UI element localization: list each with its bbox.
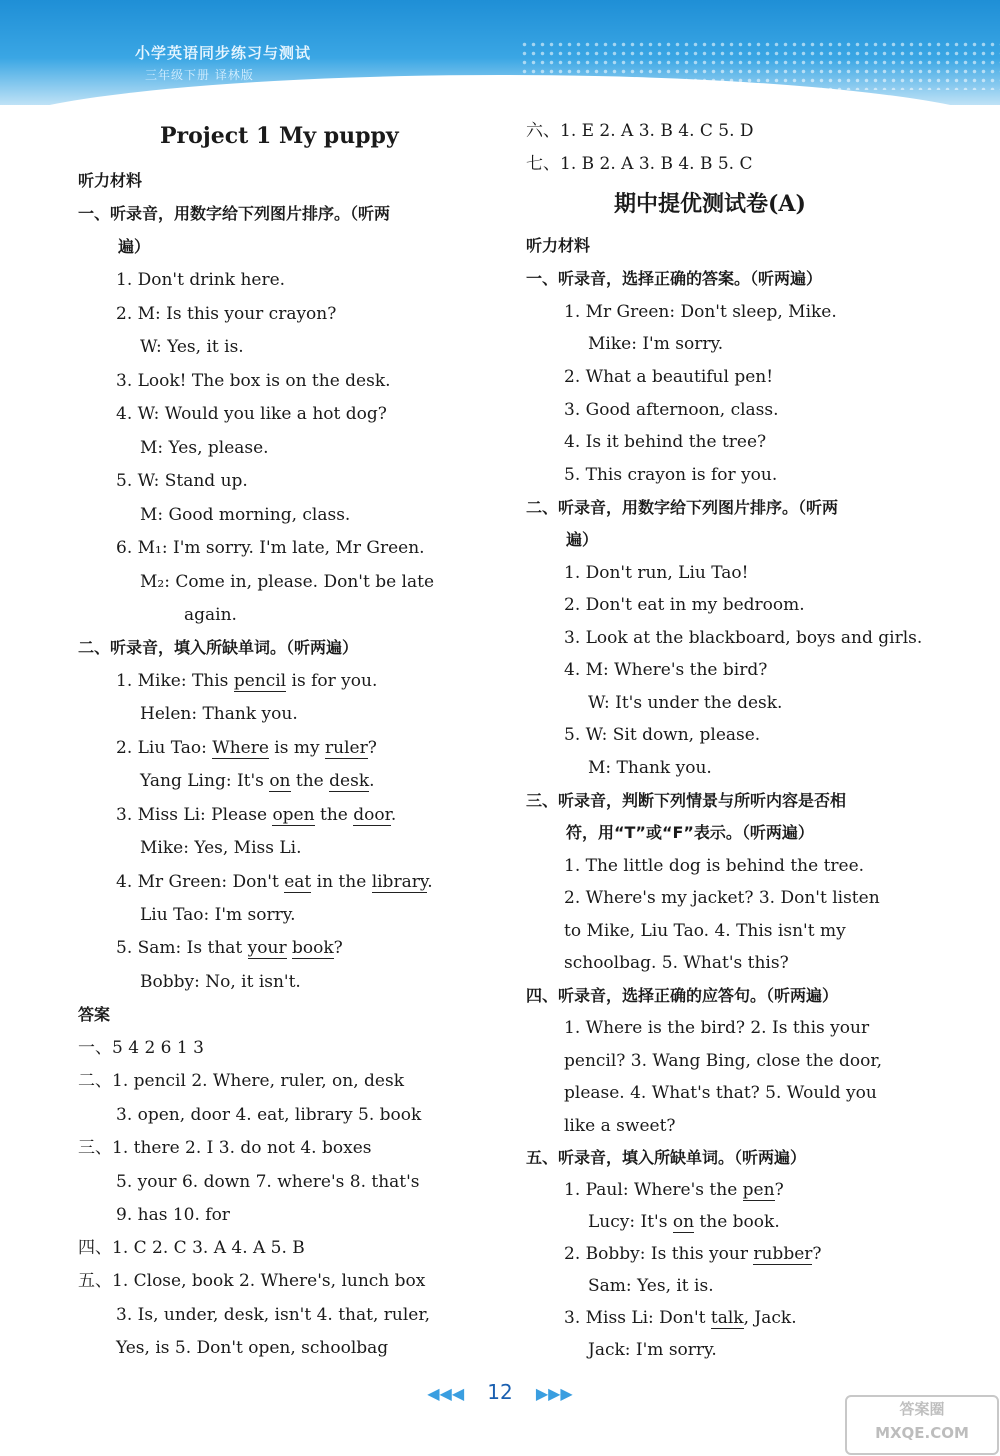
section-heading: 五、听录音，填入所缺单词。（听两遍）: [526, 1148, 807, 1167]
project-title: Project 1 My puppy: [160, 123, 399, 149]
fill-line: 4. Mr Green: Don't eat in the library.: [116, 872, 433, 892]
answer-line: 六、1. E 2. A 3. B 4. C 5. D: [526, 121, 754, 141]
fill-line: Jack: I'm sorry.: [588, 1340, 717, 1360]
answer-line: 5. your 6. down 7. where's 8. that's: [116, 1172, 420, 1192]
answer-line: 五、1. Close, book 2. Where's, lunch box: [78, 1271, 426, 1291]
script-line: M: Yes, please.: [140, 438, 269, 458]
section-heading: 二、听录音，用数字给下列图片排序。（听两: [526, 498, 839, 517]
script-line: 2. Where's my jacket? 3. Don't listen: [564, 888, 880, 908]
answer-line: 七、1. B 2. A 3. B 4. B 5. C: [526, 154, 753, 174]
fill-line: 1. Mike: This pencil is for you.: [116, 671, 378, 691]
watermark-logo: 答案圈 MXQE.COM: [845, 1395, 999, 1455]
answer-line: 四、1. C 2. C 3. A 4. A 5. B: [78, 1238, 305, 1258]
script-line: W: Yes, it is.: [140, 337, 244, 357]
fill-line: Sam: Yes, it is.: [588, 1276, 714, 1296]
section-heading: 二、听录音，填入所缺单词。（听两遍）: [78, 638, 359, 657]
script-line: 1. The little dog is behind the tree.: [564, 856, 865, 876]
script-line: 6. M₁: I'm sorry. I'm late, Mr Green.: [116, 538, 425, 558]
script-line: 2. Don't eat in my bedroom.: [564, 595, 805, 615]
script-line: like a sweet?: [564, 1116, 676, 1136]
section-heading: 三、听录音，判断下列情景与所听内容是否相: [526, 791, 847, 810]
script-line: 1. Mr Green: Don't sleep, Mike.: [564, 302, 837, 322]
answer-line: 3. Is, under, desk, isn't 4. that, ruler,: [116, 1305, 430, 1325]
answer-line: 3. open, door 4. eat, library 5. book: [116, 1105, 422, 1125]
script-line: 2. M: Is this your crayon?: [116, 304, 337, 324]
fill-line: 5. Sam: Is that your book?: [116, 938, 343, 958]
section-heading-cont: 遍）: [118, 237, 151, 256]
script-line: M: Thank you.: [588, 758, 712, 778]
script-line: 2. What a beautiful pen!: [564, 367, 774, 387]
script-line: again.: [184, 605, 237, 625]
fill-line: Bobby: No, it isn't.: [140, 972, 301, 992]
script-line: 3. Look at the blackboard, boys and girls.: [564, 628, 923, 648]
next-arrows-icon[interactable]: ▶▶▶: [535, 1384, 573, 1403]
listening-heading: 听力材料: [526, 236, 591, 255]
script-line: 3. Look! The box is on the desk.: [116, 371, 391, 391]
answer-line: Yes, is 5. Don't open, schoolbag: [116, 1338, 389, 1358]
section-heading-cont: 符，用“T”或“F”表示。（听两遍）: [566, 823, 814, 842]
fill-line: Helen: Thank you.: [140, 704, 298, 724]
script-line: 5. W: Sit down, please.: [564, 725, 761, 745]
script-line: 4. Is it behind the tree?: [564, 432, 767, 452]
fill-line: 2. Bobby: Is this your rubber?: [564, 1244, 822, 1264]
script-line: schoolbag. 5. What's this?: [564, 953, 789, 973]
fill-line: 1. Paul: Where's the pen?: [564, 1180, 784, 1200]
script-line: 1. Don't drink here.: [116, 270, 286, 290]
script-line: pencil? 3. Wang Bing, close the door,: [564, 1051, 883, 1071]
answer-line: 二、1. pencil 2. Where, ruler, on, desk: [78, 1071, 405, 1091]
section-heading: 一、听录音，用数字给下列图片排序。（听两: [78, 204, 391, 223]
script-line: M₂: Come in, please. Don't be late: [140, 572, 435, 592]
fill-line: Yang Ling: It's on the desk.: [140, 771, 375, 791]
script-line: W: It's under the desk.: [588, 693, 783, 713]
section-heading-cont: 遍）: [566, 530, 599, 549]
section-heading: 一、听录音，选择正确的答案。（听两遍）: [526, 269, 823, 288]
script-line: 5. W: Stand up.: [116, 471, 248, 491]
section-heading: 四、听录音，选择正确的应答句。（听两遍）: [526, 986, 839, 1005]
fill-line: Lucy: It's on the book.: [588, 1212, 780, 1232]
fill-line: Mike: Yes, Miss Li.: [140, 838, 302, 858]
prev-arrows-icon[interactable]: ◀◀◀: [427, 1384, 465, 1403]
script-line: Mike: I'm sorry.: [588, 334, 724, 354]
page-number: 12: [487, 1380, 513, 1404]
fill-line: 3. Miss Li: Don't talk, Jack.: [564, 1308, 797, 1328]
banner-subtitle: 三年级下册 译林版: [145, 68, 254, 82]
script-line: 1. Don't run, Liu Tao!: [564, 563, 749, 583]
script-line: to Mike, Liu Tao. 4. This isn't my: [564, 921, 846, 941]
answer-line: 9. has 10. for: [116, 1205, 230, 1225]
script-line: please. 4. What's that? 5. Would you: [564, 1083, 877, 1103]
script-line: 1. Where is the bird? 2. Is this your: [564, 1018, 870, 1038]
answers-heading: 答案: [78, 1005, 111, 1024]
script-line: 4. W: Would you like a hot dog?: [116, 404, 387, 424]
banner-title: 小学英语同步练习与测试: [135, 44, 312, 62]
listening-heading: 听力材料: [78, 171, 143, 190]
script-line: 5. This crayon is for you.: [564, 465, 778, 485]
header-banner: [0, 0, 1000, 105]
fill-line: 3. Miss Li: Please open the door.: [116, 805, 397, 825]
answer-line: 三、1. there 2. I 3. do not 4. boxes: [78, 1138, 372, 1158]
script-line: M: Good morning, class.: [140, 505, 351, 525]
script-line: 3. Good afternoon, class.: [564, 400, 779, 420]
test-title: 期中提优测试卷(A): [614, 191, 806, 217]
fill-line: Liu Tao: I'm sorry.: [140, 905, 296, 925]
answer-line: 一、5 4 2 6 1 3: [78, 1038, 204, 1058]
script-line: 4. M: Where's the bird?: [564, 660, 768, 680]
fill-line: 2. Liu Tao: Where is my ruler?: [116, 738, 377, 758]
